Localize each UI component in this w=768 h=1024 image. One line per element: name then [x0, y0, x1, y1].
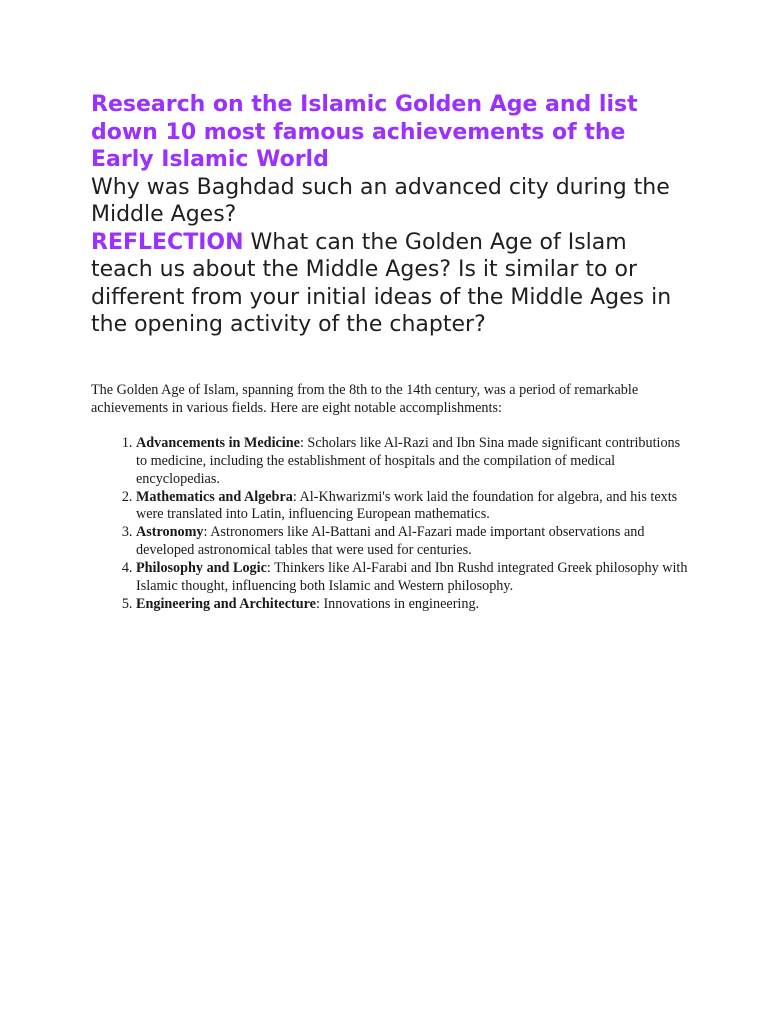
reflection-text: What can the Golden Age of Islam teach us about the Middle Ages? Is it similar to or different from your initial ideas of the Middle Ages in the opening activity of the chapter?: [91, 229, 672, 337]
list-item-description: : Astronomers like Al-Battani and Al-Fazari made important observations and developed astronomical tables that were used for centuries.: [136, 524, 645, 559]
list-item-description: : Scholars like Al-Razi and Ibn Sina made significant contributions to medicine, including the establishment of hospitals and the compilation of medical encyclopedias.: [136, 434, 681, 487]
list-item-term: Advancements in Medicine: [136, 434, 300, 451]
list-item: [136, 560, 691, 596]
list-item: [136, 596, 691, 614]
question-text: Why was Baghdad such an advanced city during the Middle Ages?: [91, 174, 670, 227]
list-item: [136, 435, 691, 489]
intro-paragraph: The Golden Age of Islam, spanning from the 8th to the 14th century, was a period of remarkable achievements in various fields. Here are eight notable accomplishments:: [91, 382, 639, 416]
list-item-description: : Al-Khwarizmi's work laid the foundation for algebra, and his texts were translated into Latin, influencing European mathematics.: [136, 488, 678, 523]
list-item-term: Philosophy and Logic: [136, 560, 267, 577]
achievements-list: [91, 435, 691, 614]
list-item-term: Mathematics and Algebra: [136, 488, 293, 505]
prompt-block: [91, 91, 691, 339]
reflection-paragraph: [91, 229, 691, 339]
list-item-term: Astronomy: [136, 524, 204, 541]
list-item: [136, 524, 691, 560]
reflection-label: REFLECTION: [91, 229, 244, 255]
list-item-term: Engineering and Architecture: [136, 595, 316, 612]
list-item: [136, 489, 691, 525]
list-item-description: : Innovations in engineering.: [315, 595, 480, 612]
page-title: Research on the Islamic Golden Age and list down 10 most famous achievements of the Early Islamic World: [91, 92, 638, 172]
answer-body: [91, 382, 691, 614]
list-item-description: : Thinkers like Al-Farabi and Ibn Rushd integrated Greek philosophy with Islamic thought, influencing both Islamic and Western philosophy.: [136, 560, 688, 595]
